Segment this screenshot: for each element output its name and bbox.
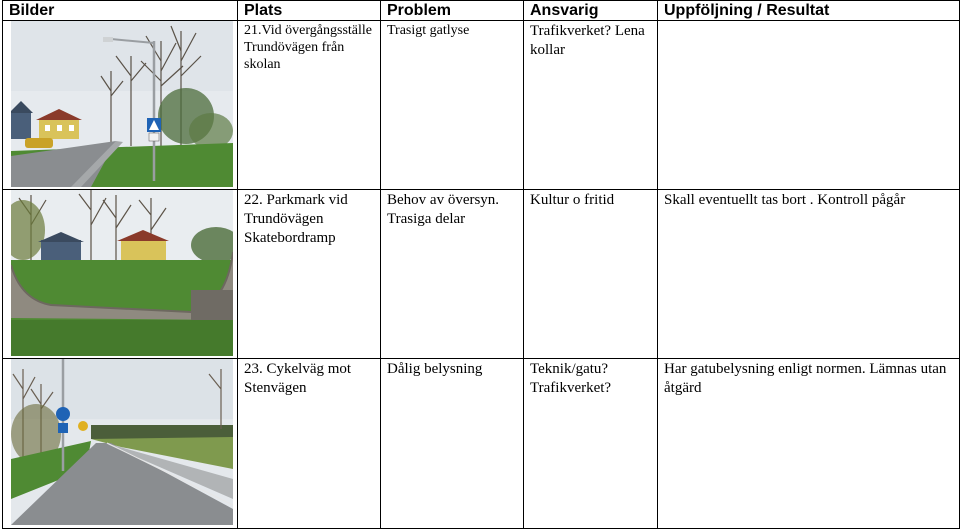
followup-table: [2, 0, 960, 529]
table-row: [3, 190, 960, 359]
resultat-cell: Skall eventuellt tas bort . Kontroll pågår: [658, 190, 960, 359]
table-row: [3, 359, 960, 529]
skateboard-ramp-photo: [11, 190, 233, 356]
ansvarig-cell: Teknik/gatu? Trafikverket?: [524, 359, 658, 529]
problem-cell: Trasigt gatlyse: [381, 21, 524, 190]
ansvarig-cell: Trafikverket? Lena kollar: [524, 21, 658, 190]
street-crossing-photo: [11, 21, 233, 187]
plats-cell: 21.Vid övergångsställe Trundövägen från skolan: [238, 21, 381, 190]
header-resultat: Uppföljning / Resultat: [658, 1, 960, 21]
header-plats: Plats: [238, 1, 381, 21]
ansvarig-cell: Kultur o fritid: [524, 190, 658, 359]
bicycle-path-photo: [11, 359, 233, 525]
photo-cell: [3, 190, 238, 359]
photo-cell: [3, 359, 238, 529]
resultat-cell: [658, 21, 960, 190]
problem-cell: Behov av översyn. Trasiga delar: [381, 190, 524, 359]
photo-cell: [3, 21, 238, 190]
problem-cell: Dålig belysning: [381, 359, 524, 529]
header-problem: Problem: [381, 1, 524, 21]
plats-cell: 22. Parkmark vid Trundövägen Skatebordramp: [238, 190, 381, 359]
resultat-cell: Har gatubelysning enligt normen. Lämnas utan åtgärd: [658, 359, 960, 529]
header-ansvarig: Ansvarig: [524, 1, 658, 21]
table-row: [3, 21, 960, 190]
header-row: [3, 1, 960, 21]
header-bilder: Bilder: [3, 1, 238, 21]
plats-cell: 23. Cykelväg mot Stenvägen: [238, 359, 381, 529]
